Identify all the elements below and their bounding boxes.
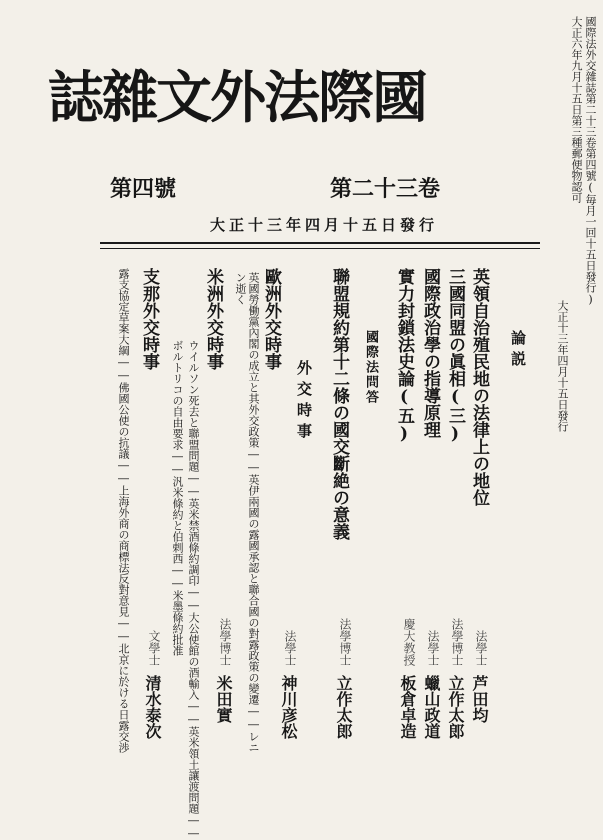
number-label: 第四號 [110, 176, 177, 202]
author-name: 芦田均 [470, 675, 489, 723]
author-title: 法學博士 [338, 618, 352, 666]
author-name: 板倉卓造 [398, 675, 417, 739]
jiji-summary: ボルトリコの自由要求――汎米條約と伯剌西――米墨條約批准 [171, 340, 184, 656]
registration-note-3: 大正十三年四月十五日發行 [556, 300, 569, 432]
jiji-heading: 歐洲外交時事 [261, 268, 281, 370]
issue-line [110, 172, 440, 203]
article-title: 聯盟規約第十二條の國交斷絶の意義 [329, 268, 349, 540]
author-name: 清水泰次 [143, 675, 162, 739]
author-title: 法學士 [474, 630, 488, 666]
jiji-heading: 支那外交時事 [139, 268, 159, 370]
jiji-heading: 米洲外交時事 [203, 268, 223, 370]
registration-note-2: 大正六年九月十五日第三種郵便物認可 [570, 16, 583, 203]
author-name: 蠟山政道 [422, 675, 441, 739]
author-title: 文學士 [147, 630, 161, 666]
article-title: 國際政治學の指導原理 [420, 268, 440, 438]
jiji-summary: 英國勞働黨內閣の成立と其外交政策――英伊兩國の露國承認と聯合國の對露政策の變遷――レニ [247, 272, 260, 753]
publication-date: 大正十三年四月十五日發行 [209, 216, 438, 234]
author-name: 神川彦松 [279, 675, 298, 739]
jiji-summary: 露支協定草案大綱――佛國公使の抗議――上海外商の商標法反對意見――北京に於ける日露交渉 [117, 268, 130, 753]
jiji-summary: ウイルソン死去と聯盟問題――英米禁酒條約調印――大公使館の酒輸入――英米領土讓渡問題―― [187, 340, 200, 840]
volume-label: 第二十三卷 [329, 176, 440, 202]
section-ronsetsu: 論説 [509, 330, 527, 372]
section-kokusaiho-mondo: 國際法問答 [363, 330, 378, 405]
author-title: 法學博士 [450, 618, 464, 666]
magazine-title: 誌雜文外法際國 [48, 65, 426, 131]
author-name: 立作太郎 [446, 675, 465, 739]
author-title: 法學士 [283, 630, 297, 666]
author-name: 立作太郎 [334, 675, 353, 739]
section-gaiko-jiji: 外交時事 [295, 360, 313, 444]
article-title: 三國同盟の眞相(三) [445, 268, 465, 444]
jiji-summary: ン逝く [234, 272, 247, 305]
divider-line [100, 248, 540, 249]
author-name: 米田實 [214, 675, 233, 723]
registration-note-1: 國際法外交雜誌第二十三卷第四號(毎月一回十五日發行) [584, 16, 597, 306]
article-title: 實力封鎖法史論(五) [394, 268, 414, 444]
article-title: 英領自治殖民地の法律上の地位 [469, 268, 489, 506]
author-title: 法學士 [426, 630, 440, 666]
author-title: 法學博士 [218, 618, 232, 666]
author-title: 慶大教授 [402, 618, 416, 666]
divider-line [100, 242, 540, 244]
